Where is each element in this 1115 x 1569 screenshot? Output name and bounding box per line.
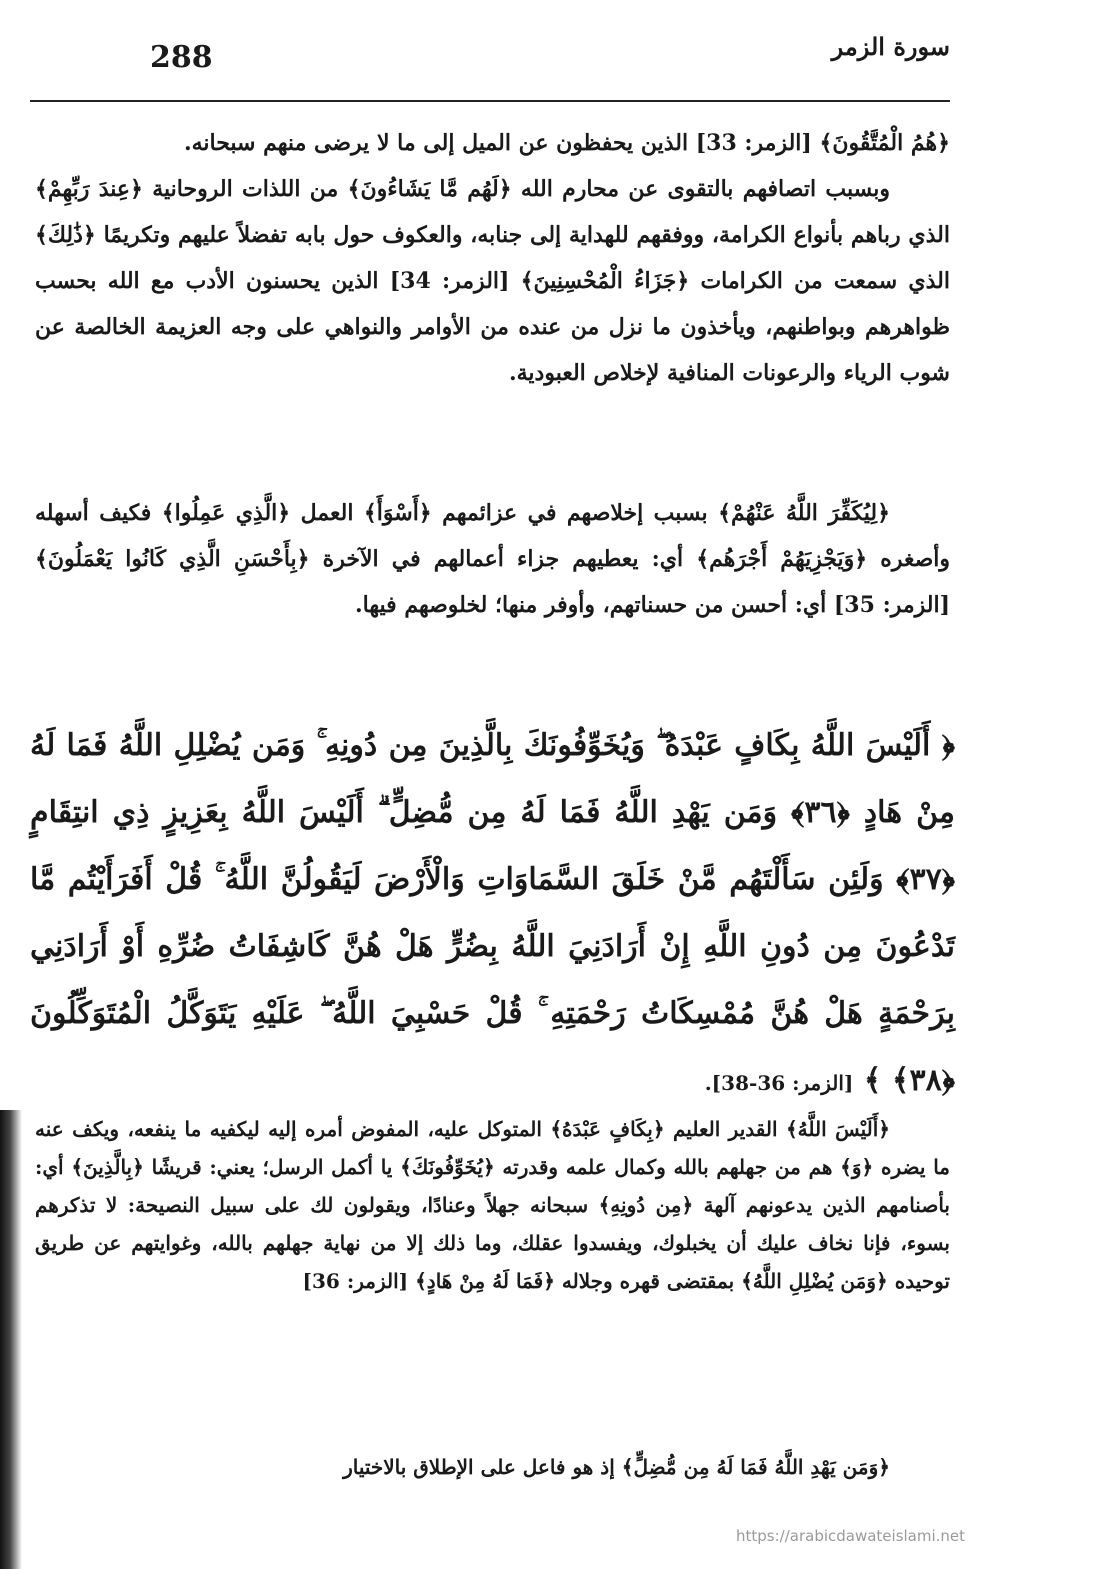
watermark: https://arabicdawateislami.net	[736, 1527, 966, 1545]
quran-verse-text: ﴿ أَلَيْسَ اللَّهُ بِكَافٍ عَبْدَهُ ۖ وَيُخَوِّفُونَكَ بِالَّذِينَ مِن دُونِهِ ۚ وَمَن يُضْلِلِ اللَّهُ فَمَا لَهُ مِنْ هَادٍ ﴿٣٦﴾ وَمَن يَهْدِ اللَّهُ فَمَا لَهُ مِن مُّضِلٍّ ۗ أَلَيْسَ اللَّهُ بِعَزِيزٍ ذِي انتِقَامٍ ﴿٣٧﴾ وَلَئِن سَأَلْتَهُم مَّنْ خَلَقَ السَّمَاوَاتِ وَالْأَرْضَ لَيَقُولُنَّ اللَّهُ ۚ قُلْ أَفَرَأَيْتُم مَّا تَدْعُونَ مِن دُونِ اللَّهِ إِنْ أَرَادَنِيَ اللَّهُ بِضُرٍّ هَلْ هُنَّ كَاشِفَاتُ ضُرِّهِ أَوْ أَرَادَنِي بِرَحْمَةٍ هَلْ هُنَّ مُمْسِكَاتُ رَحْمَتِهِ ۚ قُلْ حَسْبِيَ اللَّهُ ۖ عَلَيْهِ يَتَوَكَّلُ الْمُتَوَكِّلُونَ ﴿٣٨﴾ ﴾	[30, 728, 955, 1098]
paragraph-2: وبسبب اتصافهم بالتقوى عن محارم الله ﴿لَهُم مَّا يَشَاءُونَ﴾ من اللذات الروحانية ﴿عِندَ رَبِّهِمْ﴾ الذي رباهم بأنواع الكرامة، ووفقهم للهداية إلى جنابه، والعكوف حول بابه تفضلاً عليهم وتكريمًا ﴿ذَٰلِكَ﴾ الذي سمعت من الكرامات ﴿جَزَاءُ الْمُحْسِنِينَ﴾ [الزمر: 34] الذين يحسنون الأدب مع الله بحسب ظواهرهم وبواطنهم، ويأخذون ما نزل من عنده من الأوامر والنواهي على وجه العزيمة الخالصة عن شوب الرياء والرعونات المنافية لإخلاص العبودية.	[35, 176, 950, 386]
header-rule	[30, 100, 950, 102]
scan-edge-shadow	[0, 1110, 22, 1569]
surah-title: سورة الزمر	[831, 32, 950, 61]
commentary-paragraph-2: ﴿وَمَن يَهْدِ اللَّهُ فَمَا لَهُ مِن مُّضِلٍّ﴾ إذ هو فاعل على الإطلاق بالاختيار	[343, 1455, 890, 1479]
verse-reference: [الزمر: 36-38].	[704, 1071, 854, 1095]
commentary-paragraph-1: ﴿أَلَيْسَ اللَّهُ﴾ القدير العليم ﴿بِكَافٍ عَبْدَهُ﴾ المتوكل عليه، المفوض أمره إليه ليكفيه ما ينفعه، ويكف عنه ما يضره ﴿وَ﴾ هم من جهلهم بالله وكمال علمه وقدرته ﴿يُخَوِّفُونَكَ﴾ يا أكمل الرسل؛ يعني: قريشًا ﴿بِالَّذِينَ﴾ أي: بأصنامهم الذين يدعونهم آلهة ﴿مِن دُونِهِ﴾ سبحانه جهلاً وعنادًا، ويقولون لك على سبيل النصيحة: لا تذكرهم بسوء، فإنا نخاف عليك أن يخبلوك، ويفسدوا عقلك، وما ذلك إلا من نهاية جهلهم بالله، وغوايتهم عن طريق توحيده ﴿وَمَن يُضْلِلِ اللَّهُ﴾ بمقتضى قهره وجلاله ﴿فَمَا لَهُ مِنْ هَادٍ﴾ [الزمر: 36]	[35, 1117, 950, 1293]
paragraph-1: ﴿هُمُ الْمُتَّقُونَ﴾ [الزمر: 33] الذين يحفظون عن الميل إلى ما لا يرضى منهم سبحانه.	[183, 130, 950, 156]
paragraph-3: ﴿لِيُكَفِّرَ اللَّهُ عَنْهُمْ﴾ بسبب إخلاصهم في عزائمهم ﴿أَسْوَأَ﴾ العمل ﴿الَّذِي عَمِلُوا﴾ فكيف أسهله وأصغره ﴿وَيَجْزِيَهُمْ أَجْرَهُم﴾ أي: يعطيهم جزاء أعمالهم في الآخرة ﴿بِأَحْسَنِ الَّذِي كَانُوا يَعْمَلُونَ﴾ [الزمر: 35] أي: أحسن من حسناتهم، وأوفر منها؛ لخلوصهم فيها.	[35, 500, 950, 618]
page-number: 288	[150, 40, 213, 75]
quran-verse-block	[30, 712, 955, 1117]
tafsir-block-1	[35, 120, 950, 396]
